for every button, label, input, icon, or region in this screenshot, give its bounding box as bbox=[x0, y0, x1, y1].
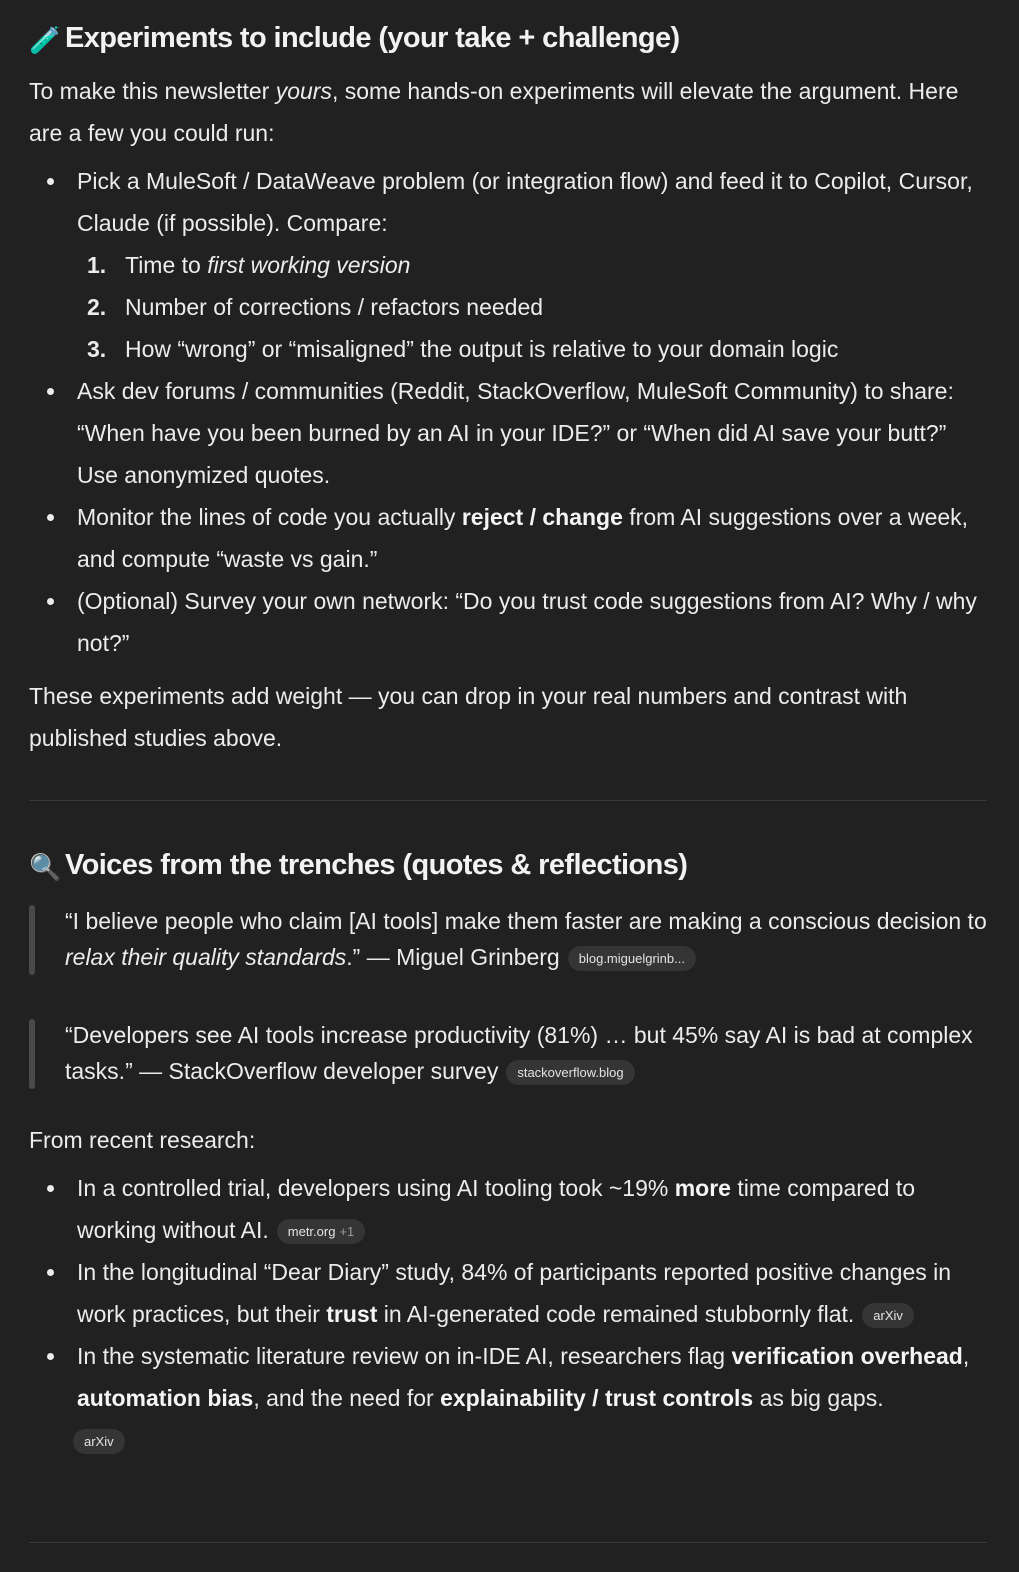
outro-text: These experiments add weight — you can drop in your real numbers and contrast with published studies above. bbox=[29, 683, 908, 751]
list-item-text: Pick a MuleSoft / DataWeave problem (or integration flow) and feed it to Copilot, Cursor, Claude (if possible). Compare: bbox=[77, 168, 973, 236]
list-item-text: Number of corrections / refactors needed bbox=[125, 294, 544, 320]
comparison-list bbox=[77, 244, 991, 370]
source-chip[interactable]: stackoverflow.blog bbox=[506, 1060, 634, 1085]
outro-paragraph bbox=[29, 675, 989, 759]
list-item bbox=[29, 496, 991, 580]
list-number: 3. bbox=[87, 336, 107, 362]
list-item-text: Monitor the lines of code you actually bbox=[77, 504, 462, 530]
list-item bbox=[29, 580, 991, 664]
research-intro-text: From recent research: bbox=[29, 1127, 256, 1153]
list-item-bold: more bbox=[674, 1175, 731, 1201]
list-item bbox=[77, 328, 991, 370]
test-tube-icon: 🧪 bbox=[29, 25, 61, 55]
quote-text: “Developers see AI tools increase productivity (81%) … but 45% say AI is bad at complex tasks.” — StackOverflow developer survey bbox=[65, 1022, 973, 1084]
list-item-bold: automation bias bbox=[77, 1385, 254, 1411]
section-heading-experiments bbox=[29, 18, 680, 60]
section-divider bbox=[29, 800, 987, 801]
list-item bbox=[29, 1167, 991, 1251]
list-number: 2. bbox=[87, 294, 107, 320]
heading-text: Experiments to include (your take + challenge) bbox=[65, 22, 680, 54]
heading-text: Voices from the trenches (quotes & reflections) bbox=[65, 849, 688, 881]
list-item bbox=[29, 1335, 991, 1461]
list-item-bold: explainability / trust controls bbox=[440, 1385, 754, 1411]
quote-text: “I believe people who claim [AI tools] make them faster are making a conscious decision to bbox=[65, 908, 987, 934]
list-item-bold: trust bbox=[326, 1301, 378, 1327]
section-divider bbox=[29, 1542, 987, 1543]
list-item-text: How “wrong” or “misaligned” the output is relative to your domain logic bbox=[125, 336, 839, 362]
list-item-text: Ask dev forums / communities (Reddit, StackOverflow, MuleSoft Community) to share: “When have you been burned by an AI in your IDE?” or “When did AI save your butt?” Use anonymized quotes. bbox=[77, 378, 954, 488]
experiments-list bbox=[29, 160, 991, 664]
list-item-text: In the systematic literature review on in-IDE AI, researchers flag bbox=[77, 1343, 732, 1369]
quote-text: .” — Miguel Grinberg bbox=[346, 944, 560, 970]
list-item-text: , and the need for bbox=[253, 1385, 441, 1411]
list-item-text: , bbox=[962, 1343, 970, 1369]
source-chip[interactable]: blog.miguelgrinb... bbox=[568, 946, 696, 971]
section-heading-voices bbox=[29, 845, 687, 887]
intro-paragraph bbox=[29, 70, 989, 154]
list-item bbox=[77, 244, 991, 286]
intro-emphasis: yours bbox=[275, 78, 332, 104]
chip-extra-count: +1 bbox=[339, 1224, 355, 1239]
list-item-emphasis: first working version bbox=[207, 252, 411, 278]
research-list bbox=[29, 1167, 991, 1461]
intro-text: , some hands-on experiments will elevate the argument. Here are a few you could run: bbox=[29, 78, 959, 146]
list-item-bold: reject / change bbox=[461, 504, 623, 530]
list-item-text: Time to bbox=[125, 252, 208, 278]
list-item-text: (Optional) Survey your own network: “Do you trust code suggestions from AI? Why / why not?” bbox=[77, 588, 977, 656]
list-item bbox=[29, 1251, 991, 1335]
list-item-text: In a controlled trial, developers using AI tooling took ~19% bbox=[77, 1175, 675, 1201]
magnifying-glass-icon: 🔍 bbox=[29, 852, 61, 882]
list-item-bold: verification overhead bbox=[731, 1343, 963, 1369]
list-item-text: in AI-generated code remained stubbornly flat. bbox=[377, 1301, 855, 1327]
list-item bbox=[77, 286, 991, 328]
list-item-text: time compared to working without AI. bbox=[77, 1175, 916, 1243]
list-item bbox=[29, 160, 991, 370]
list-item-text: from AI suggestions over a week, and compute “waste vs gain.” bbox=[77, 504, 969, 572]
intro-text: To make this newsletter bbox=[29, 78, 276, 104]
list-item bbox=[29, 370, 991, 496]
list-item-text: as big gaps. bbox=[753, 1385, 884, 1411]
research-intro bbox=[29, 1119, 989, 1161]
blockquote bbox=[29, 1017, 995, 1089]
source-chip[interactable] bbox=[277, 1219, 366, 1244]
quote-emphasis: relax their quality standards bbox=[65, 944, 347, 970]
list-number: 1. bbox=[87, 252, 107, 278]
source-chip[interactable]: arXiv bbox=[862, 1303, 914, 1328]
source-chip[interactable]: arXiv bbox=[73, 1429, 125, 1454]
chip-label: metr.org bbox=[287, 1224, 336, 1239]
blockquote bbox=[29, 903, 995, 975]
list-item-text: In the longitudinal “Dear Diary” study, 84% of participants reported positive changes in work practices, but their bbox=[77, 1259, 952, 1327]
